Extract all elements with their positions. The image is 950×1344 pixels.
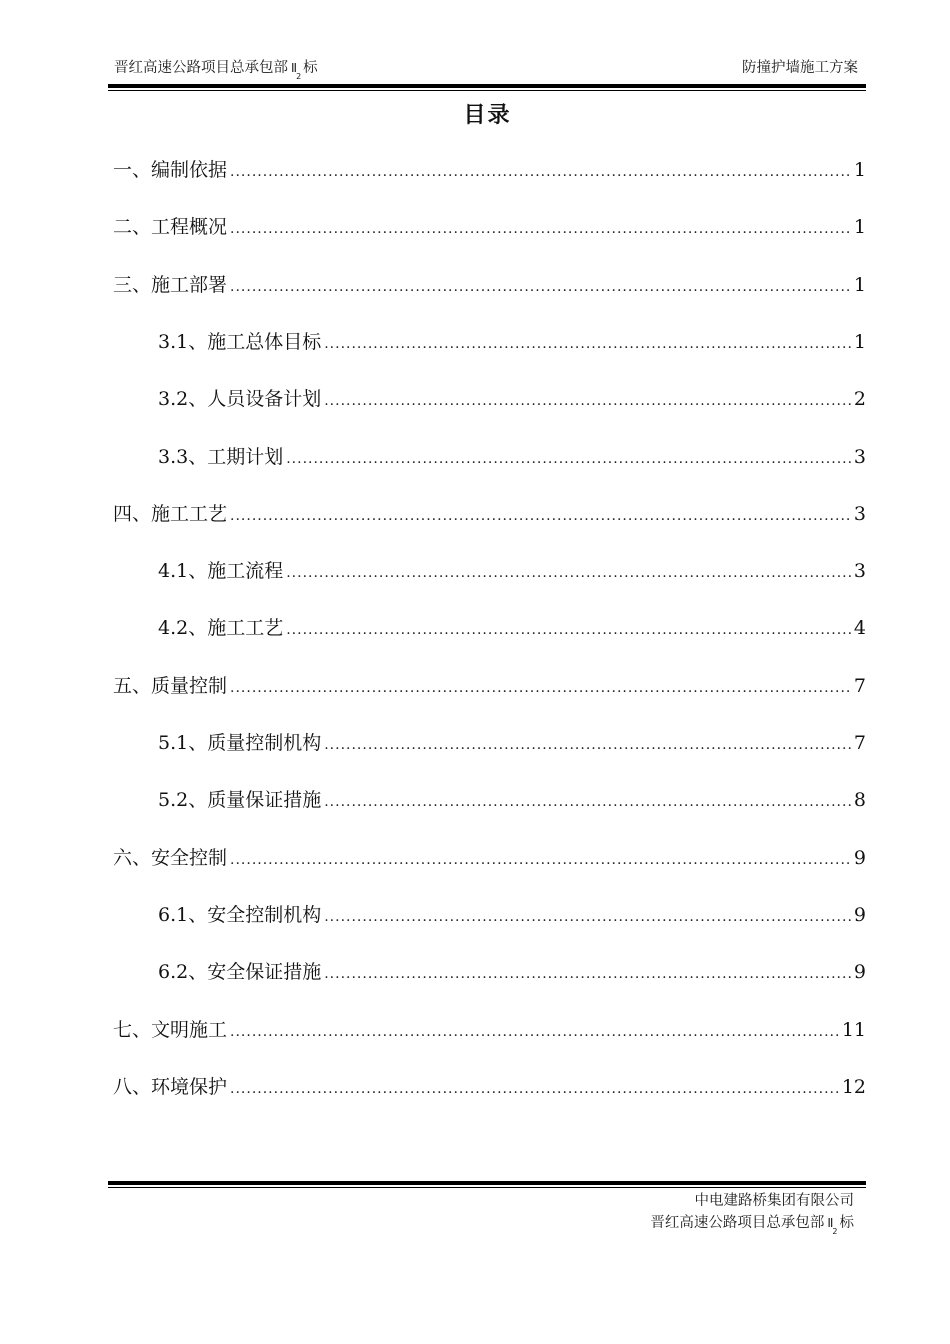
toc-entry-label: 6.1、安全控制机构 [158,904,322,926]
page-header [108,56,866,81]
header-project-name [114,56,318,81]
header-document-title: 防撞护墙施工方案 [742,60,858,76]
toc-dot-leader [230,216,851,242]
toc-dot-leader [324,961,851,987]
toc-entry-page-number: 3 [853,503,866,525]
footer-section-mark: II [827,1216,833,1230]
toc-entry[interactable] [158,558,866,584]
toc-entry[interactable] [113,673,866,699]
toc-entry-label: 三、施工部署 [113,274,228,296]
toc-entry-label: 5.2、质量保证措施 [158,789,322,811]
toc-entry-page-number: 1 [853,159,866,181]
toc-entry-label: 一、编制依据 [113,159,228,181]
toc-dot-leader [230,847,851,873]
toc-entry-label: 6.2、安全保证措施 [158,961,322,983]
toc-entry[interactable] [113,845,866,871]
toc-entry-page-number: 11 [841,1019,866,1041]
toc-entry-page-number: 3 [853,560,866,582]
toc-dot-leader [324,904,851,930]
header-rule-thin [108,90,866,91]
toc-dot-leader [230,1019,839,1045]
toc-entry[interactable] [113,272,866,298]
header-project-text: 晋红高速公路项目总承包部 [114,60,288,76]
footer-rule-thin [108,1187,866,1188]
toc-entry-page-number: 8 [853,789,866,811]
toc-entry-page-number: 2 [853,388,866,410]
toc-entry[interactable] [113,214,866,240]
header-section-suffix: 标 [303,60,318,76]
toc-entry-page-number: 12 [841,1076,866,1098]
toc-dot-leader [230,159,851,185]
footer-rule-thick [108,1181,866,1185]
toc-entry-page-number: 1 [853,331,866,353]
toc-dot-leader [286,617,851,643]
toc-entry-page-number: 9 [853,847,866,869]
header-section-mark: II [291,61,297,75]
header-rule-thick [108,84,866,88]
toc-dot-leader [286,560,851,586]
footer-company: 中电建路桥集团有限公司 [694,1193,854,1209]
footer-section-sub: 2 [832,1227,838,1236]
toc-dot-leader [324,789,851,815]
footer-project [650,1212,854,1236]
toc-entry[interactable] [113,157,866,183]
header-section-sub: 2 [296,72,302,81]
toc-entry-label: 七、文明施工 [113,1019,228,1041]
footer-section-suffix: 标 [839,1215,854,1231]
toc-dot-leader [324,732,851,758]
toc-dot-leader [230,274,851,300]
toc-entry-page-number: 1 [853,216,866,238]
page-footer [650,1190,854,1236]
toc-entry-page-number: 3 [853,446,866,468]
toc-dot-leader [230,675,851,701]
toc-entry-page-number: 1 [853,274,866,296]
toc-entry[interactable] [158,615,866,641]
toc-entry-label: 4.2、施工工艺 [158,617,284,639]
toc-entry-page-number: 7 [853,675,866,697]
toc-dot-leader [324,388,851,414]
toc-entry-label: 六、安全控制 [113,847,228,869]
toc-dot-leader [286,446,851,472]
toc-entry-label: 3.3、工期计划 [158,446,284,468]
toc-entry-label: 4.1、施工流程 [158,560,284,582]
toc-entry[interactable] [158,787,866,813]
toc-entry-page-number: 4 [853,617,866,639]
toc-title: 目录 [463,103,512,128]
toc-entry-label: 3.2、人员设备计划 [158,388,322,410]
toc-dot-leader [324,331,851,357]
toc-entry-label: 八、环境保护 [113,1076,228,1098]
toc-entry-label: 五、质量控制 [113,675,228,697]
toc-entry-label: 二、工程概况 [113,216,228,238]
toc-entry[interactable] [113,501,866,527]
toc-entry[interactable] [158,329,866,355]
toc-entry[interactable] [113,1074,866,1100]
toc-entry-label: 四、施工工艺 [113,503,228,525]
toc-entry-page-number: 9 [853,904,866,926]
toc-entry-page-number: 9 [853,961,866,983]
toc-entry[interactable] [158,959,866,985]
toc-entry-label: 5.1、质量控制机构 [158,732,322,754]
toc-dot-leader [230,1076,839,1102]
toc-entry[interactable] [158,386,866,412]
toc-dot-leader [230,503,851,529]
footer-project-text: 晋红高速公路项目总承包部 [650,1215,825,1231]
toc-entry-page-number: 7 [853,732,866,754]
toc-entry-label: 3.1、施工总体目标 [158,331,322,353]
toc-entry[interactable] [158,444,866,470]
toc-entry[interactable] [158,730,866,756]
toc-entry[interactable] [158,902,866,928]
toc-entry[interactable] [113,1017,866,1043]
